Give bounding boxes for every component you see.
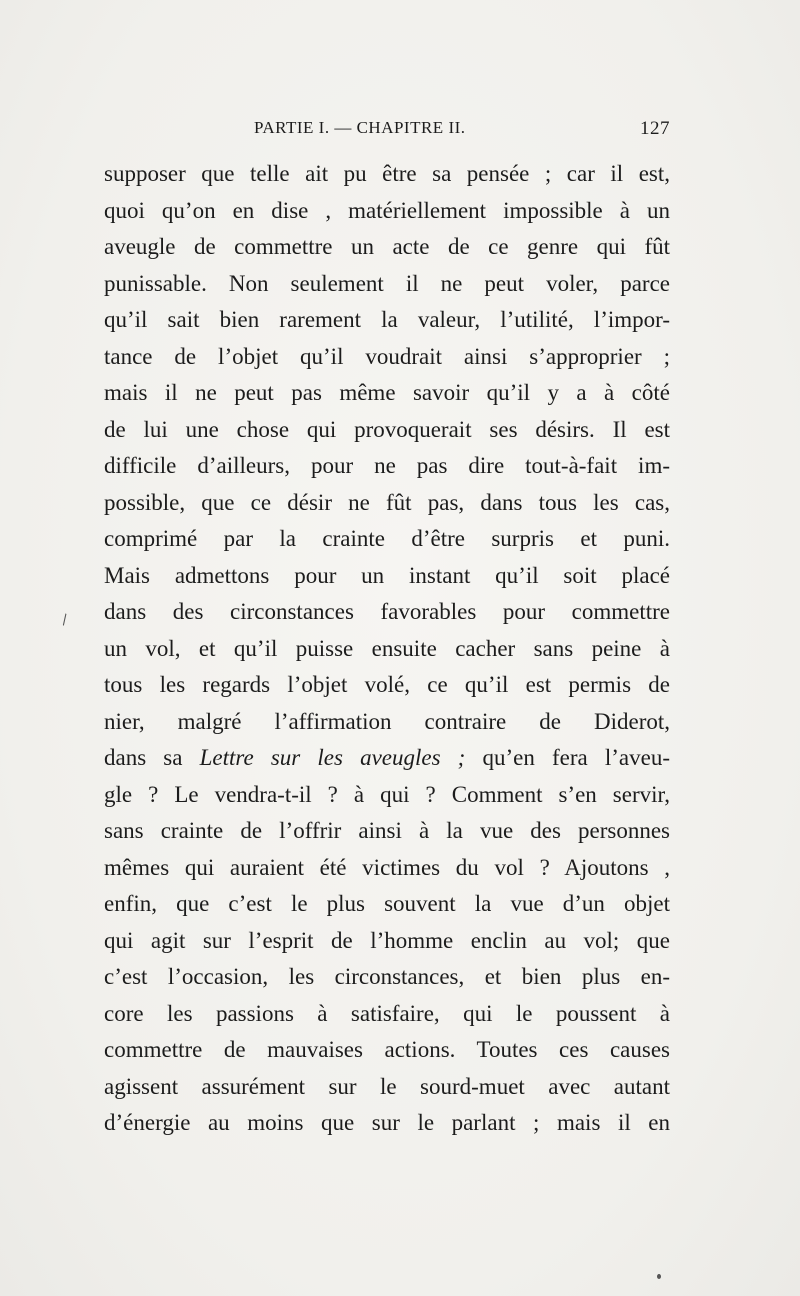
text-line: core les passions à satisfaire, qui le poussent à — [104, 1000, 670, 1026]
text-line: sans crainte de l’offrir ainsi à la vue des personnes — [104, 818, 670, 843]
text-line: comprimé par la crainte d’être surpris et puni. — [104, 526, 670, 551]
body-text — [104, 156, 670, 1142]
text-line: mais il ne peut pas même savoir qu’il y a à côté — [104, 380, 670, 405]
page-number: 127 — [640, 118, 670, 139]
book-title-italic: Lettre sur les aveugles ; — [199, 745, 466, 770]
text-line: nier, malgré l’affirmation contraire de Diderot, — [104, 708, 670, 734]
text-line: qui agit sur l’esprit de l’homme enclin au vol; que — [104, 927, 670, 953]
text-line: tance de l’objet qu’il voudrait ainsi s’approprier ; — [104, 343, 670, 369]
text-line: Mais admettons pour un instant qu’il soit placé — [104, 562, 670, 588]
text-segment: dans sa — [104, 745, 200, 770]
text-line: mêmes qui auraient été victimes du vol ? Ajoutons , — [104, 854, 670, 880]
text-line: c’est l’occasion, les circonstances, et bien plus en- — [104, 964, 670, 989]
text-line: punissable. Non seulement il ne peut voler, parce — [104, 270, 670, 296]
text-line: enfin, que c’est le plus souvent la vue d’un objet — [104, 891, 670, 916]
text-line-with-title — [104, 740, 670, 777]
text-line: possible, que ce désir ne fût pas, dans tous les cas, — [104, 489, 670, 515]
page-header — [104, 118, 670, 142]
margin-mark: \ — [58, 611, 71, 629]
text-line: de lui une chose qui provoquerait ses désirs. Il est — [104, 416, 670, 442]
text-line: un vol, et qu’il puisse ensuite cacher sans peine à — [104, 635, 670, 661]
text-line: dans des circonstances favorables pour commettre — [104, 599, 670, 624]
text-line: difficile d’ailleurs, pour ne pas dire tout-à-fait im- — [104, 453, 670, 478]
text-line: qu’il sait bien rarement la valeur, l’utilité, l’impor- — [104, 307, 670, 332]
text-line: commettre de mauvaises actions. Toutes ces causes — [104, 1037, 670, 1062]
text-line: tous les regards l’objet volé, ce qu’il est permis de — [104, 672, 670, 697]
text-line: aveugle de commettre un acte de ce genre qui fût — [104, 234, 670, 259]
ink-speck — [657, 1274, 661, 1279]
text-line: quoi qu’on en dise , matériellement impossible à un — [104, 197, 670, 223]
text-line: gle ? Le vendra-t-il ? à qui ? Comment s’en servir, — [104, 781, 670, 807]
text-line: agissent assurément sur le sourd-muet avec autant — [104, 1073, 670, 1099]
text-line: supposer que telle ait pu être sa pensée ; car il est, — [104, 161, 670, 186]
running-head: PARTIE I. — CHAPITRE II. — [254, 118, 466, 137]
text-segment: qu’en fera l’aveu- — [465, 745, 670, 770]
text-line: d’énergie au moins que sur le parlant ; mais il en — [104, 1110, 670, 1135]
